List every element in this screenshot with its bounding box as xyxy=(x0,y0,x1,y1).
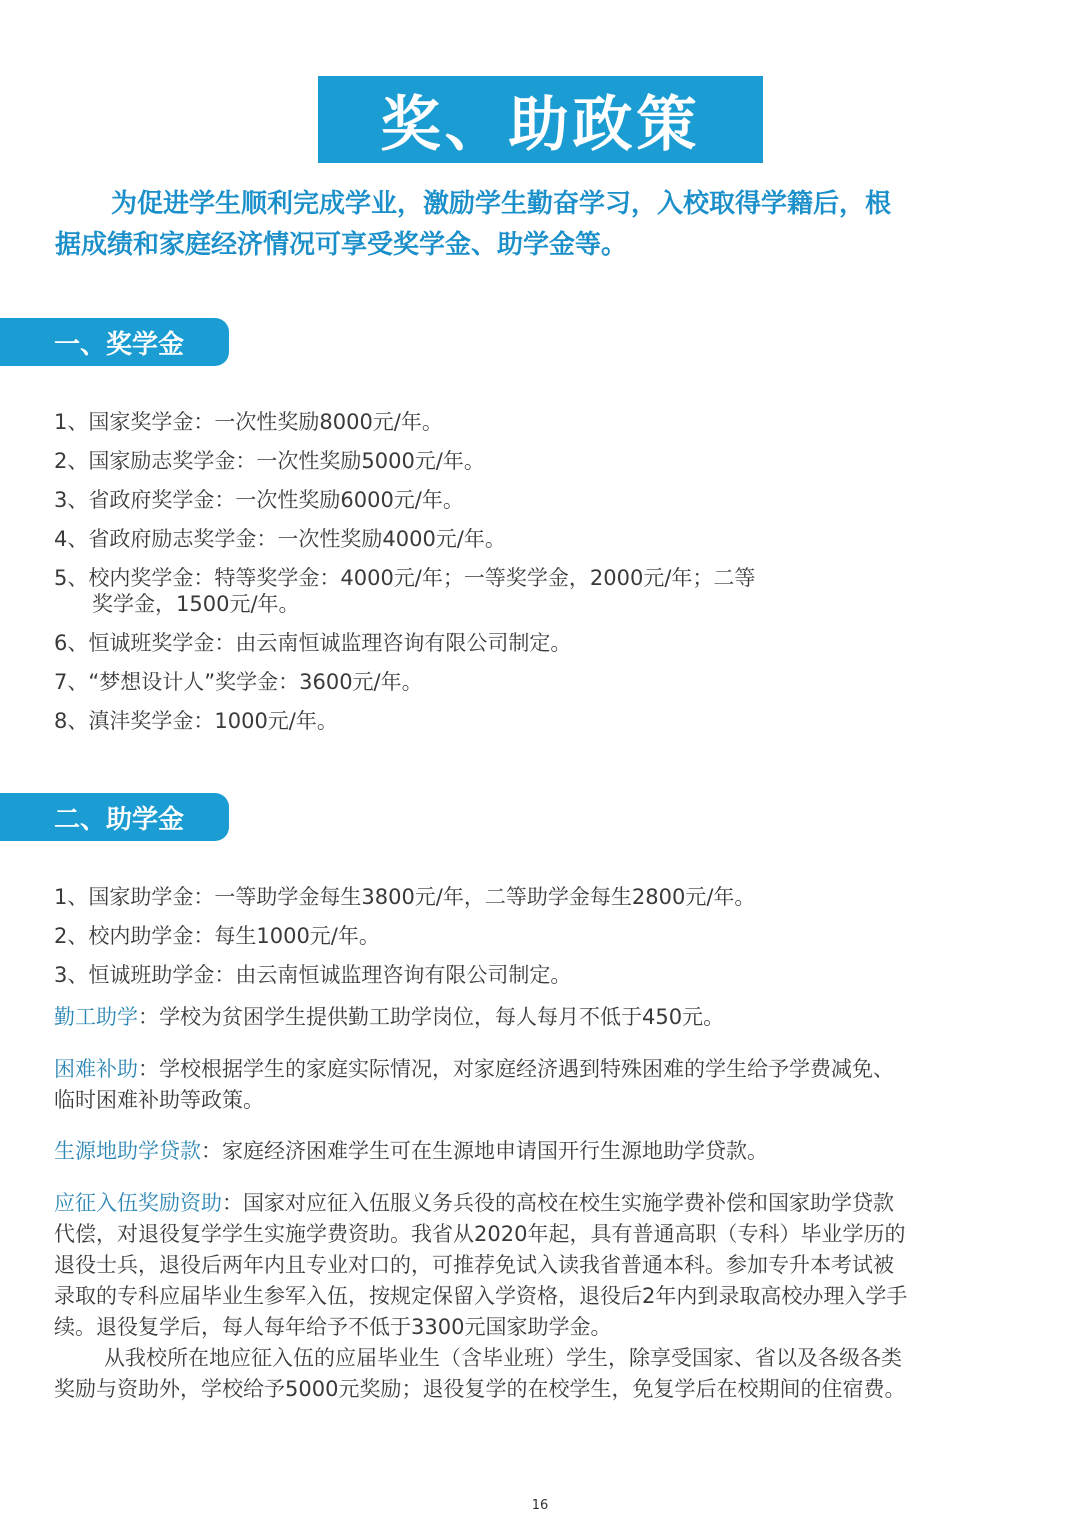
page-title-banner xyxy=(318,76,763,163)
grant-list xyxy=(54,884,755,1001)
list-item: 3、恒诚班助学金：由云南恒诚监理咨询有限公司制定。 xyxy=(54,963,572,987)
intro-paragraph xyxy=(55,184,1035,266)
intro-line: 为促进学生顺利完成学业，激励学生勤奋学习，入校取得学籍后，根 xyxy=(111,189,892,219)
list-item: 1、国家助学金：一等助学金每生3800元/年，二等助学金每生2800元/年。 xyxy=(54,885,756,909)
page-title: 奖、助政策 xyxy=(380,89,701,160)
list-item: 8、滇沣奖学金：1000元/年。 xyxy=(54,709,338,733)
list-item: 7、“梦想设计人”奖学金：3600元/年。 xyxy=(54,670,423,694)
list-item: 2、国家励志奖学金：一次性奖励5000元/年。 xyxy=(54,449,485,473)
list-item: 5、校内奖学金：特等奖学金：4000元/年；一等奖学金，2000元/年；二等 奖学金，1500元/年。 xyxy=(54,566,756,616)
hardship-paragraph: 困难补助：学校根据学生的家庭实际情况，对家庭经济遇到特殊困难的学生给予学费减免、 临时困难补助等政策。 xyxy=(54,1057,894,1112)
loan-paragraph: 生源地助学贷款：家庭经济困难学生可在生源地申请国开行生源地助学贷款。 xyxy=(54,1139,768,1163)
section-heading-grant: 二、助学金 xyxy=(0,793,229,841)
list-item: 4、省政府励志奖学金：一次性奖励4000元/年。 xyxy=(54,527,506,551)
list-item: 6、恒诚班奖学金：由云南恒诚监理咨询有限公司制定。 xyxy=(54,631,572,655)
work-study-paragraph: 勤工助学：学校为贫困学生提供勤工助学岗位，每人每月不低于450元。 xyxy=(54,1005,725,1029)
page-number: 16 xyxy=(531,1498,549,1513)
list-item: 1、国家奖学金：一次性奖励8000元/年。 xyxy=(54,410,443,434)
military-paragraph: 应征入伍奖励资助：国家对应征入伍服义务兵役的高校在校生实施学费补偿和国家助学贷款 代偿，对退役复学学生实施学费资助。我省从2020年起，具有普通高职（专科）毕业学历的 退役士兵，退役后两年内且专业对口的，可推荐免试入读我省普通本科。参加专升本考试被 录取的专科应届毕业生参军入伍，按规定保留入学资格，退役后2年内到录取高校办理入学手 续。退役复学后，每人每年给予不低于3300元国家助学金。 从我校所在地应征入伍的应届毕业生（含毕业班）学生，除享受国家、省以及各级各类 奖励与资助外，学校给予5000元奖励；退役复学的在校学生，免复学后在校期间的住宿费。 xyxy=(54,1191,908,1401)
intro-line: 据成绩和家庭经济情况可享受奖学金、助学金等。 xyxy=(55,230,628,260)
section-heading-scholarship: 一、奖学金 xyxy=(0,318,229,366)
list-item: 2、校内助学金：每生1000元/年。 xyxy=(54,924,380,948)
list-item: 3、省政府奖学金：一次性奖励6000元/年。 xyxy=(54,488,464,512)
scholarship-list xyxy=(54,409,755,747)
